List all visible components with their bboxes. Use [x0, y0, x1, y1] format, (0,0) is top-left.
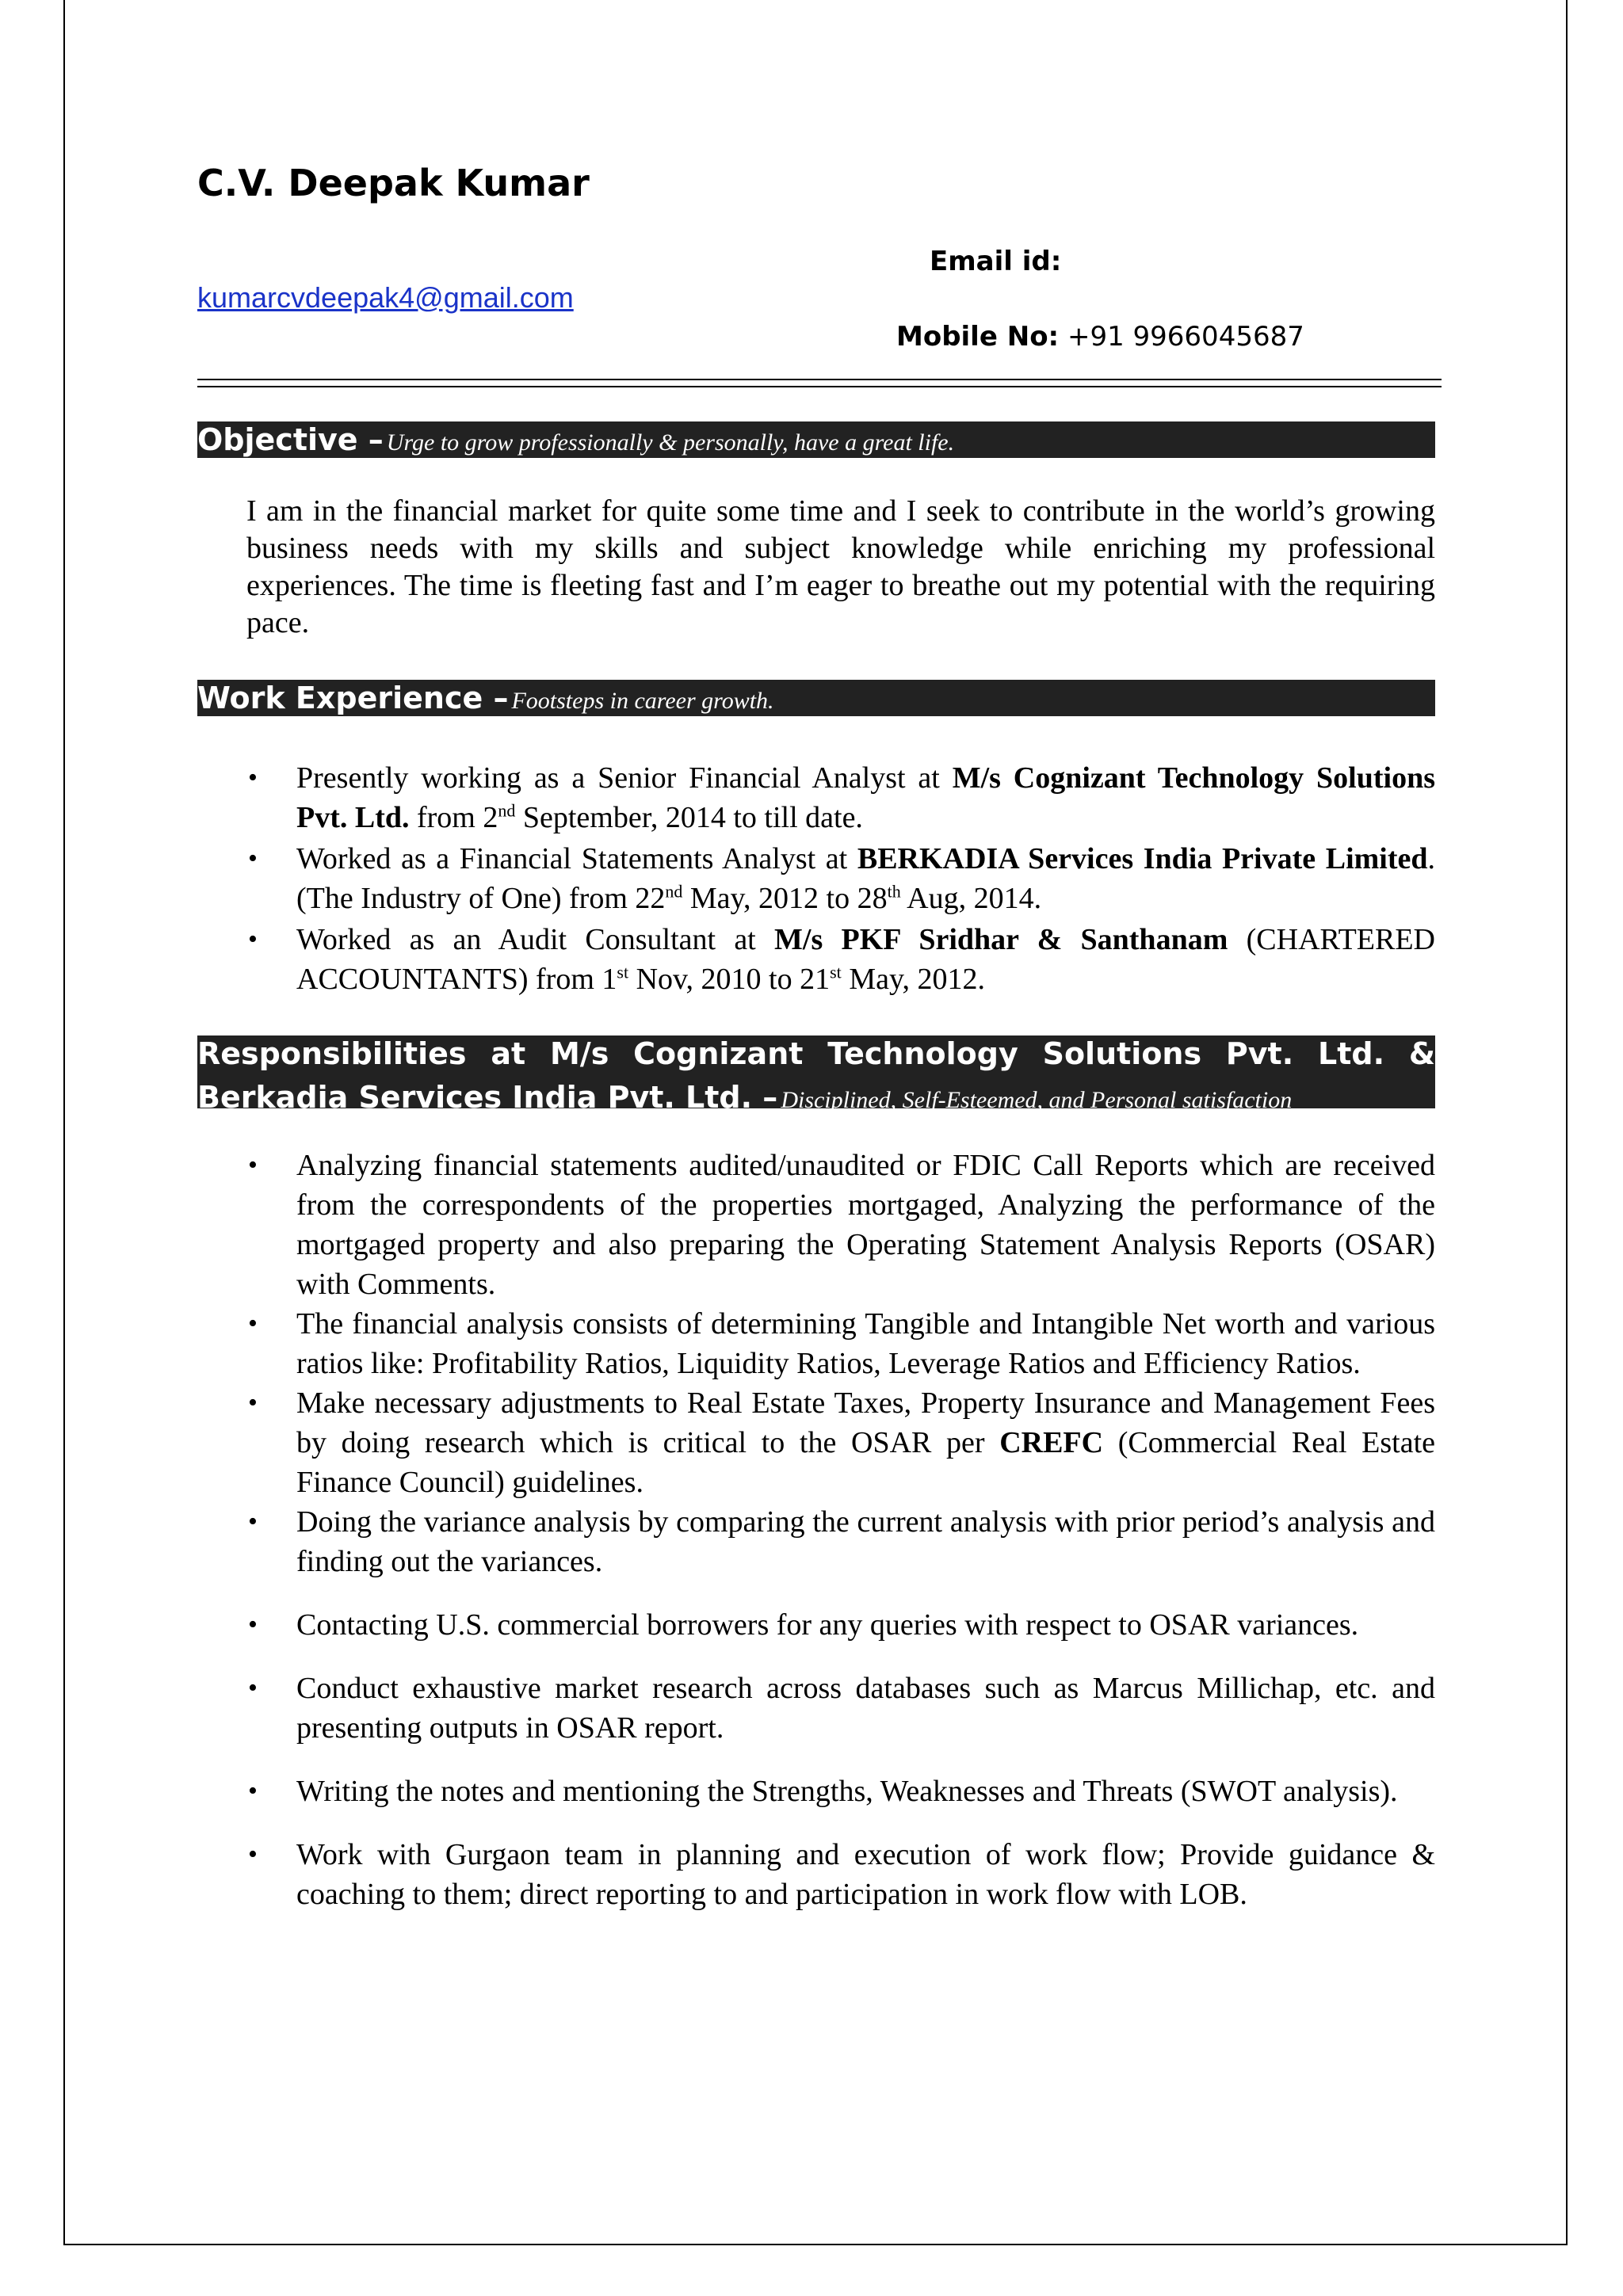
list-item [197, 1669, 1435, 1748]
list-item [197, 920, 1435, 999]
item-text: . (The Industry of One) from 22 [296, 842, 1436, 915]
list-item [197, 1304, 1435, 1383]
mobile-value: +91 9966045687 [1067, 321, 1304, 353]
ordinal-suffix: th [887, 881, 901, 902]
list-item [197, 758, 1435, 837]
objective-tagline: Urge to grow professionally & personally, have a great life. [386, 429, 955, 456]
item-text: Worked as an Audit Consultant at [296, 923, 775, 956]
email-link[interactable]: kumarcvdeepak4@gmail.com [197, 281, 574, 314]
header-divider-bottom [197, 386, 1442, 387]
item-text: Writing the notes and mentioning the Strengths, Weaknesses and Threats (SWOT analysis). [296, 1775, 1398, 1808]
objective-heading [197, 421, 1435, 458]
responsibilities-heading [197, 1035, 1435, 1115]
ordinal-suffix: nd [498, 800, 516, 821]
responsibilities-tagline: Disciplined, Self-Esteemed, and Personal satisfaction [781, 1087, 1293, 1113]
item-text: Analyzing financial statements audited/unaudited or FDIC Call Reports which are received from the correspondents of the properties mortgaged, Analyzing the performance of the mortgaged property and also preparing the Operating Statement Analysis Reports (OSAR) with Comments. [296, 1149, 1435, 1301]
item-text: Contacting U.S. commercial borrowers for any queries with respect to OSAR variances. [296, 1608, 1359, 1642]
list-item [197, 1502, 1435, 1581]
bullet-icon: • [248, 1507, 258, 1536]
item-text: The financial analysis consists of determining Tangible and Intangible Net worth and various ratios like: Profitability Ratios, Liquidity Ratios, Leverage Ratios and Efficiency Ratios. [296, 1307, 1435, 1380]
bullet-icon: • [248, 1309, 258, 1338]
item-text: from 2 [409, 801, 498, 834]
list-item [197, 1835, 1435, 1914]
item-text: Nov, 2010 to 21 [628, 963, 831, 996]
item-text: Doing the variance analysis by comparing the current analysis with prior period’s analysis and finding out the variances. [296, 1505, 1435, 1578]
objective-text: I am in the financial market for quite some time and I seek to contribute in the world’s growing business needs with my skills and subject knowledge while enriching my professional experiences. The time is fleeting fast and I’m eager to breathe out my potential with the requiring pace. [246, 494, 1435, 639]
bullet-icon: • [248, 1150, 258, 1180]
item-text: May, 2012 to 28 [682, 882, 888, 915]
work-experience-title: Work Experience – [197, 681, 509, 715]
item-text: Make necessary adjustments to Real Estate Taxes, Property Insurance and Management Fees by doing research which is critical to the OSAR per [296, 1386, 1435, 1459]
item-text: Worked as a Financial Statements Analyst at [296, 842, 857, 875]
work-experience-list [197, 758, 1435, 999]
item-text: (Commercial Real Estate Finance Council) guidelines. [296, 1426, 1435, 1499]
item-text: Aug, 2014. [900, 882, 1042, 915]
list-item [197, 1772, 1435, 1811]
item-text: September, 2014 to till date. [515, 801, 863, 834]
email-label: Email id: [930, 246, 1062, 277]
item-text: Work with Gurgaon team in planning and execution of work flow; Provide guidance & coaching to them; direct reporting to and participation in work flow with LOB. [296, 1838, 1435, 1911]
header-divider-top [197, 379, 1442, 380]
item-text: Conduct exhaustive market research across databases such as Marcus Millichap, etc. and presenting outputs in OSAR report. [296, 1672, 1435, 1745]
ordinal-suffix: st [830, 962, 842, 982]
item-text: Presently working as a Senior Financial Analyst at [296, 761, 953, 795]
responsibilities-list [197, 1146, 1435, 1914]
work-experience-heading [197, 680, 1435, 716]
objective-title: Objective – [197, 422, 384, 457]
mobile-label: Mobile No: [896, 321, 1060, 353]
list-item [197, 1605, 1435, 1645]
crefc-term: CREFC [999, 1426, 1104, 1459]
list-item [197, 1383, 1435, 1502]
candidate-name: C.V. Deepak Kumar [197, 162, 590, 204]
item-text: May, 2012. [841, 963, 985, 996]
ordinal-suffix: st [617, 962, 629, 982]
bullet-icon: • [248, 1610, 258, 1639]
bullet-icon: • [248, 1840, 258, 1869]
bullet-icon: • [248, 925, 258, 954]
bullet-icon: • [248, 1388, 258, 1417]
list-item [197, 839, 1435, 918]
company-name: M/s PKF Sridhar & Santhanam [774, 923, 1228, 956]
company-name: BERKADIA Services India Private Limited [857, 842, 1428, 875]
ordinal-suffix: nd [665, 881, 683, 902]
bullet-icon: • [248, 1673, 258, 1703]
list-item [197, 1146, 1435, 1304]
bullet-icon: • [248, 1776, 258, 1806]
bullet-icon: • [248, 763, 258, 792]
company-name: M/s Cognizant Technology Solutions Pvt. Ltd. [296, 761, 1435, 834]
mobile-number [896, 321, 1304, 353]
item-text: (CHARTERED ACCOUNTANTS) from 1 [296, 923, 1435, 996]
responsibilities-title: Responsibilities at M/s Cognizant Technology Solutions Pvt. Ltd. & Berkadia Services India Pvt. Ltd. – [197, 1036, 1435, 1115]
bullet-icon: • [248, 844, 258, 873]
work-experience-tagline: Footsteps in career growth. [511, 688, 774, 714]
